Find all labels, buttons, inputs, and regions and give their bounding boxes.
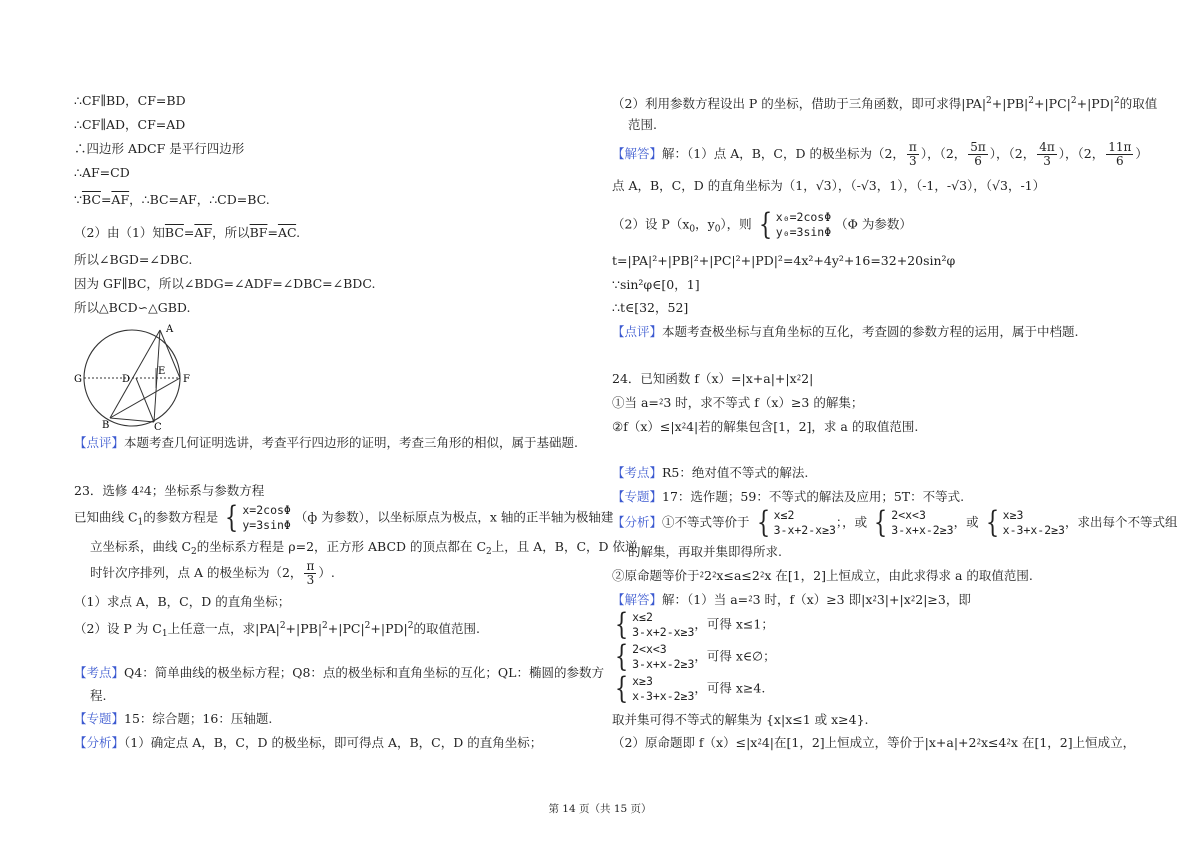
jieda-1-line-3: （2）设 $P(x_0$，$y_0$），则 { x₀=2cosΦ y₀=3sinΦ （Φ 为参数） — [612, 207, 912, 242]
q23-title: 23．选修 4⁲4；坐标系与参数方程 — [74, 483, 265, 498]
line-ab — [110, 330, 160, 418]
label-a: A — [166, 324, 174, 335]
q24-title: 24．已知函数 f（x）=|x+a|+|x⁲2| — [612, 371, 814, 386]
ineq-system-1: { x≤2 3-x+2-x≥3 — [756, 505, 836, 540]
review-1: 【点评】本题考查几何证明选讲，考查平行四边形的证明，考查三角形的相似，属于基础题. — [74, 435, 578, 450]
case-system-1: { x≤2 3-x+2-x≥3 — [614, 607, 695, 642]
proof-line-9: 所以△BCD∽△GBD. — [74, 300, 191, 315]
param-system-c1: { x=2cosΦ y=3sinΦ — [225, 500, 291, 535]
q24-part-1: ①当 a=⁲3 时，求不等式 f（x）≥3 的解集； — [612, 395, 864, 410]
line-bf — [110, 378, 180, 418]
label-b: B — [102, 420, 110, 430]
q23-line-3: 时针次序排列，点 A 的极坐标为（2， $\frac{\pi}{3}$ ）. — [90, 559, 335, 587]
jieda-1-line-2: 点 A，B，C，D 的直角坐标为（1，√3），（-√3，1），（-1，-√3），（√3，-1） — [612, 178, 1046, 193]
label-g: G — [74, 374, 82, 385]
q24-part-2: ②f（x）≤|x⁲4|若的解集包含[1，2]，求 a 的取值范围. — [612, 419, 919, 434]
fenxi-2: 【分析】①不等式等价于 { x≤2 3-x+2-x≥3 ；，或 { 2<x<3 3-x+x-2≥3 ，或 { x≥3 x-3+x-2≥3 ，求出每个不等式组 — [612, 505, 1178, 540]
review-2: 【点评】本题考查极坐标与直角坐标的互化，考查圆的参数方程的运用，属于中档题. — [612, 324, 1079, 339]
proof-line-6: （2）由（1）知$\overline{BC}=\overline{AF}$，所以$\overline{BF}=\overline{AC}$. — [74, 225, 301, 240]
kaodian-1: 【考点】Q4：简单曲线的极坐标方程；Q8：点的极坐标和直角坐标的互化；QL：椭圆的参数方 — [74, 665, 604, 680]
q23-line-2: 立坐标系，曲线 $C_2$的坐标系方程是 ρ=2，正方形 ABCD 的顶点都在 $C_2$上，且 A，B，C，D 依逆 — [90, 539, 638, 557]
param-system-p: { x₀=2cosΦ y₀=3sinΦ — [758, 207, 832, 242]
page-footer: 第 14 页（共 15 页） — [548, 803, 652, 815]
line-dc — [136, 378, 154, 422]
proof-line-5: $\because\overline{BC}=\overline{AF}$，∴BC=AF，∴CD=BC. — [74, 192, 270, 207]
label-d: D — [122, 374, 131, 385]
case-system-3: { x≥3 x-3+x-2≥3 — [614, 671, 695, 706]
label-f: F — [183, 374, 190, 385]
union-line: 取并集可得不等式的解集为 {x|x≤1 或 x≥4}. — [612, 712, 869, 727]
zhuanti-2: 【专题】17：选作题；59：不等式的解法及应用；5T：不等式. — [612, 489, 965, 504]
line-bc — [110, 418, 154, 422]
zhuanti-1: 【专题】15：综合题；16：压轴题. — [74, 711, 273, 726]
jieda-2-part-2: （2）原命题即 f（x）≤|x⁲4|在[1，2]上恒成立，等价于|x+a|+2⁲x≤4⁲x 在[1，2]上恒成立， — [612, 735, 1136, 750]
jieda-1-line-5: ∵sin²φ∈[0，1] — [612, 277, 700, 292]
fenxi-2-cont: 的解集，再取并集即得所求. — [628, 544, 782, 559]
ineq-system-2: { 2<x<3 3-x+x-2≥3 — [874, 505, 954, 540]
proof-line-4: ∴AF=CD — [74, 165, 130, 180]
proof-line-2: ∴CF∥AD，CF=AD — [74, 117, 186, 132]
ineq-system-3: { x≥3 x-3+x-2≥3 — [985, 505, 1065, 540]
proof-line-8: 因为 GF∥BC，所以∠BDG=∠ADF=∠DBC=∠BDC. — [74, 276, 376, 291]
fenxi-1-cont: （2）利用参数方程设出 P 的坐标，借助于三角函数，即可求得$|PA|^2+|PB|^2+|PC|^2+|PD|^2$的取值 — [612, 96, 1158, 111]
geometry-figure — [74, 324, 204, 430]
jieda-1-line-4: t=|PA|²+|PB|²+|PC|²+|PD|²=4x²+4y²+16=32+20sin²φ — [612, 253, 956, 268]
case-2: { 2<x<3 3-x+x-2≥3 ，可得 x∈∅； — [612, 642, 776, 672]
case-system-2: { 2<x<3 3-x+x-2≥3 — [614, 639, 695, 674]
review-tag: 【点评】 — [74, 435, 125, 450]
kaodian-1-cont: 程. — [90, 688, 107, 703]
q23-part-1: （1）求点 A，B，C，D 的直角坐标； — [74, 594, 291, 609]
proof-line-1: ∴CF∥BD，CF=BD — [74, 93, 186, 108]
proof-line-3: ∴四边形 ADCF 是平行四边形 — [74, 141, 245, 156]
case-1: { x≤2 3-x+2-x≥3 ，可得 x≤1； — [612, 610, 774, 640]
q23-part-2: （2）设 P 为 $C_1$上任意一点，求$|PA|^2+|PB|^2+|PC|^2+|PD|^2$的取值范围. — [74, 621, 480, 639]
jieda-1-line-6: ∴t∈[32，52] — [612, 300, 689, 315]
jieda-2-line-1: 【解答】解：（1）当 a=⁲3 时，f（x）≥3 即|x⁲3|+|x⁲2|≥3，即 — [612, 592, 971, 607]
jieda-1-line-1: 【解答】解：（1）点 A，B，C，D 的极坐标为（2， $\frac{\pi}{3}$ ），（2， $\frac{5\pi}{6}$ ），（2， $\frac{4\pi}{3}$ ），（2， $\frac{11\pi}{6}$ ） — [612, 140, 1148, 168]
label-e: E — [158, 366, 166, 377]
q23-line-1: 已知曲线 $C_1$的参数方程是 { x=2cosΦ y=3sinΦ （ф 为参数），以坐标原点为极点，x 轴的正半轴为极轴建 — [74, 500, 614, 535]
fenxi-1-cont-2: 范围. — [628, 117, 657, 132]
kaodian-2: 【考点】R5：绝对值不等式的解法. — [612, 465, 809, 480]
proof-line-7: 所以∠BGD=∠DBC. — [74, 252, 193, 267]
label-c: C — [154, 422, 162, 430]
fenxi-1: 【分析】（1）确定点 A，B，C，D 的极坐标，即可得点 A，B，C，D 的直角坐标； — [74, 735, 543, 750]
fenxi-2-line-2: ②原命题等价于⁲2⁲x≤a≤2⁲x 在[1，2]上恒成立，由此求得求 a 的取值范围. — [612, 568, 1033, 583]
case-3: { x≥3 x-3+x-2≥3 ，可得 x≥4. — [612, 674, 765, 704]
